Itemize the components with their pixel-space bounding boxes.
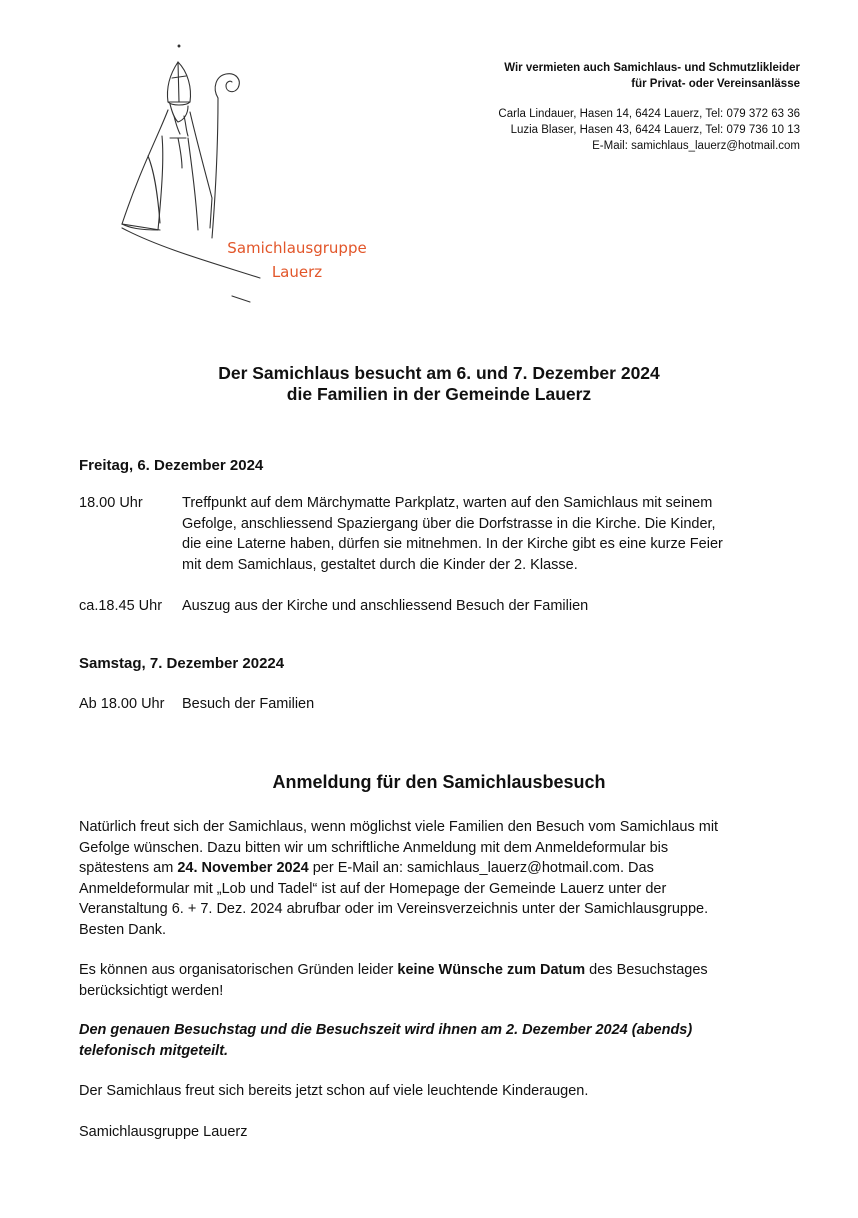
signature: Samichlausgruppe Lauerz [79, 1124, 248, 1140]
paragraph-line: Anmeldeformular mit „Lob und Tadel“ ist auf der Homepage der Gemeinde Lauerz unter der [79, 880, 667, 897]
deadline-date: 24. November 2024 [177, 860, 309, 876]
title-line-2: die Familien in der Gemeinde Lauerz [286, 384, 592, 404]
schedule-row [79, 694, 799, 716]
saturday-heading: Samstag, 7. Dezember 20224 [79, 655, 285, 672]
registration-heading: Anmeldung für den Samichlausbesuch [272, 772, 606, 792]
title-line-1: Der Samichlaus besucht am 6. und 7. Dezember 2024 [218, 363, 660, 383]
paragraph-line: Den genauen Besuchstag und die Besuchszeit wird ihnen am 2. Dezember 2024 (abends) [79, 1022, 693, 1038]
paragraph-line [79, 960, 799, 981]
emphasis-text: keine Wünsche zum Datum [397, 962, 586, 978]
contact-line-2: Luzia Blaser, Hasen 43, 6424 Lauerz, Tel: 079 736 10 13 [510, 124, 800, 136]
paragraph-line: Besten Dank. [79, 921, 167, 938]
registration-paragraph-1 [79, 817, 799, 940]
page-title [0, 363, 858, 405]
registration-paragraph-2 [79, 960, 799, 1001]
paragraph-line: berücksichtigt werden! [79, 982, 224, 999]
tagline-line-1: Wir vermieten auch Samichlaus- und Schmutzlikleider [504, 62, 800, 74]
schedule-description [182, 596, 782, 617]
text-span: spätestens am [79, 860, 178, 876]
description-line: mit dem Samichlaus, gestaltet durch die Kinder der 2. Klasse. [182, 556, 578, 573]
schedule-description [182, 694, 782, 715]
contact-line-1: Carla Lindauer, Hasen 14, 6424 Lauerz, Tel: 079 372 63 36 [498, 108, 800, 120]
paragraph-line: Gefolge wünschen. Dazu bitten wir um schriftliche Anmeldung mit dem Anmeldeformular bis [79, 839, 669, 856]
paragraph-line: Veranstaltung 6. + 7. Dez. 2024 abrufbar oder im Vereinsverzeichnis unter der Samichlausgruppe. [79, 901, 709, 917]
text-span: per E-Mail an: samichlaus_lauerz@hotmail.com. Das [308, 860, 654, 876]
description-line: die eine Laterne haben, dürfen sie mitnehmen. In der Kirche gibt es eine kurze Feier [182, 536, 723, 552]
header-contact-block [380, 60, 800, 154]
description-line: Auszug aus der Kirche und anschliessend Besuch der Familien [182, 598, 589, 614]
paragraph-line: telefonisch mitgeteilt. [79, 1042, 229, 1059]
paragraph-line [79, 858, 799, 879]
schedule-row [79, 493, 799, 577]
schedule-description [182, 493, 782, 575]
tagline-line-2: für Privat- oder Vereinsanlässe [631, 78, 800, 90]
logo-text [222, 236, 372, 284]
description-line: Treffpunkt auf dem Märchymatte Parkplatz, warten auf den Samichlaus mit seinem [182, 495, 713, 511]
paragraph-line: Natürlich freut sich der Samichlaus, wenn möglichst viele Familien den Besuch vom Samichlaus mit [79, 819, 719, 835]
schedule-time: 18.00 Uhr [79, 495, 143, 511]
description-line: Gefolge, anschliessend Spaziergang über die Dorfstrasse in die Kirche. Die Kinder, [182, 515, 716, 532]
registration-paragraph-3 [79, 1020, 799, 1061]
logo-line-1: Samichlausgruppe [227, 239, 367, 257]
schedule-time: Ab 18.00 Uhr [79, 696, 165, 712]
description-line: Besuch der Familien [182, 696, 315, 712]
friday-heading: Freitag, 6. Dezember 2024 [79, 457, 264, 474]
schedule-row [79, 596, 799, 618]
contact-email: E-Mail: samichlaus_lauerz@hotmail.com [592, 140, 800, 152]
text-span: des Besuchstages [585, 962, 708, 978]
logo-line-2: Lauerz [271, 263, 323, 281]
text-span: Es können aus organisatorischen Gründen leider [79, 962, 398, 978]
schedule-time: ca.18.45 Uhr [79, 598, 163, 614]
registration-paragraph-4: Der Samichlaus freut sich bereits jetzt schon auf viele leuchtende Kinderaugen. [79, 1083, 589, 1099]
